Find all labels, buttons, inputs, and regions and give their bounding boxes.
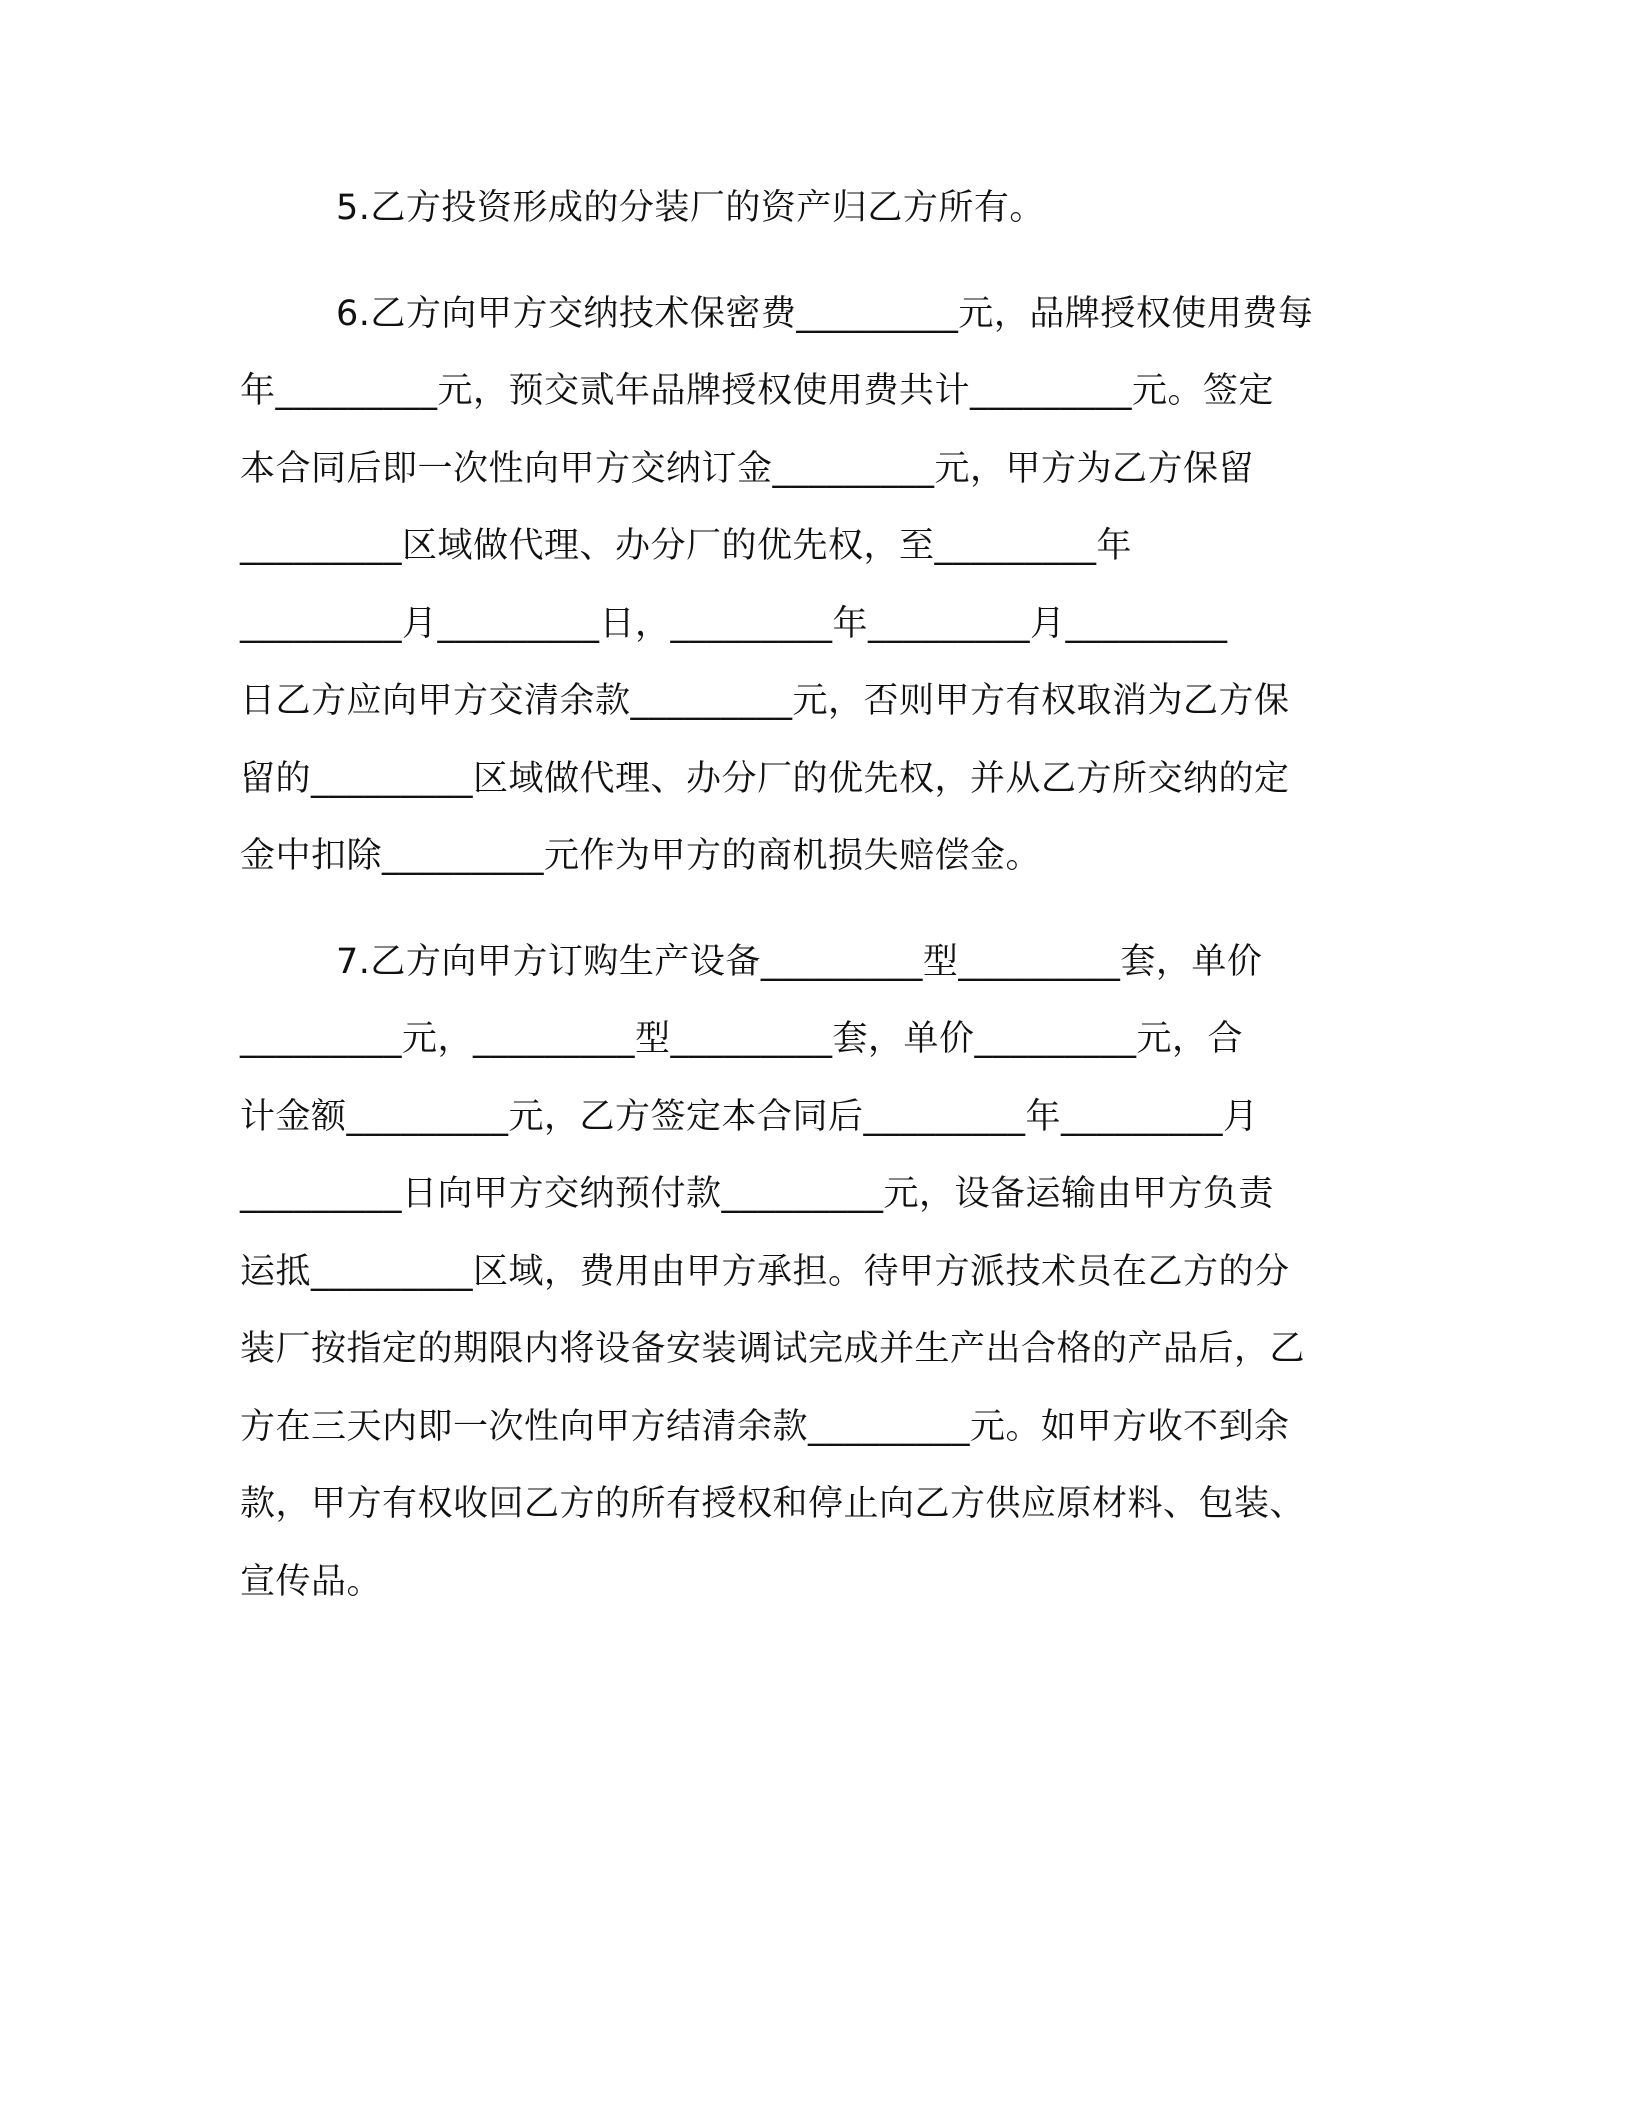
text-line: 日乙方应向甲方交清余款_________元，否则甲方有权取消为乙方保 — [240, 681, 1290, 721]
paragraph-gap — [240, 914, 1380, 942]
text-line: 宣传品。 — [240, 1561, 383, 1602]
text-line: 年_________元，预交贰年品牌授权使用费共计_________元。签定 — [240, 371, 1275, 411]
clause-5-paragraph — [240, 188, 1380, 266]
paragraph-gap — [240, 266, 1380, 294]
contract-body — [240, 188, 1380, 1639]
text-line: _________日向甲方交纳预付款_________元，设备运输由甲方负责 — [240, 1174, 1275, 1214]
text-line: _________元，_________型_________套，单价_________元，合 — [240, 1019, 1244, 1059]
text-line: 留的_________区域做代理、办分厂的优先权，并从乙方所交纳的定 — [240, 758, 1290, 799]
text-line: 本合同后即一次性向甲方交纳订金_________元，甲方为乙方保留 — [240, 448, 1255, 489]
text-line: _________月_________日，_________年_________月_________ — [240, 603, 1228, 644]
text-line: 7.乙方向甲方订购生产设备_________型_________套，单价 — [336, 941, 1263, 982]
clause-6-paragraph — [240, 294, 1380, 914]
clause-7-paragraph — [240, 942, 1380, 1640]
text-line: 计金额_________元，乙方签定本合同后_________年_________月 — [240, 1096, 1259, 1137]
text-line: 装厂按指定的期限内将设备安装调试完成并生产出合格的产品后，乙 — [240, 1329, 1306, 1369]
text-line: 6.乙方向甲方交纳技术保密费_________元，品牌授权使用费每 — [336, 293, 1314, 334]
text-line: 5.乙方投资形成的分装厂的资产归乙方所有。 — [336, 188, 1045, 228]
text-line: 款，甲方有权收回乙方的所有授权和停止向乙方供应原材料、包装、 — [240, 1484, 1306, 1524]
text-line: 方在三天内即一次性向甲方结清余款_________元。如甲方收不到余 — [240, 1406, 1290, 1447]
text-line: _________区域做代理、办分厂的优先权，至_________年 — [240, 526, 1133, 566]
text-line: 金中扣除_________元作为甲方的商机损失赔偿金。 — [240, 836, 1042, 876]
text-line: 运抵_________区域，费用由甲方承担。待甲方派技术员在乙方的分 — [240, 1251, 1290, 1292]
